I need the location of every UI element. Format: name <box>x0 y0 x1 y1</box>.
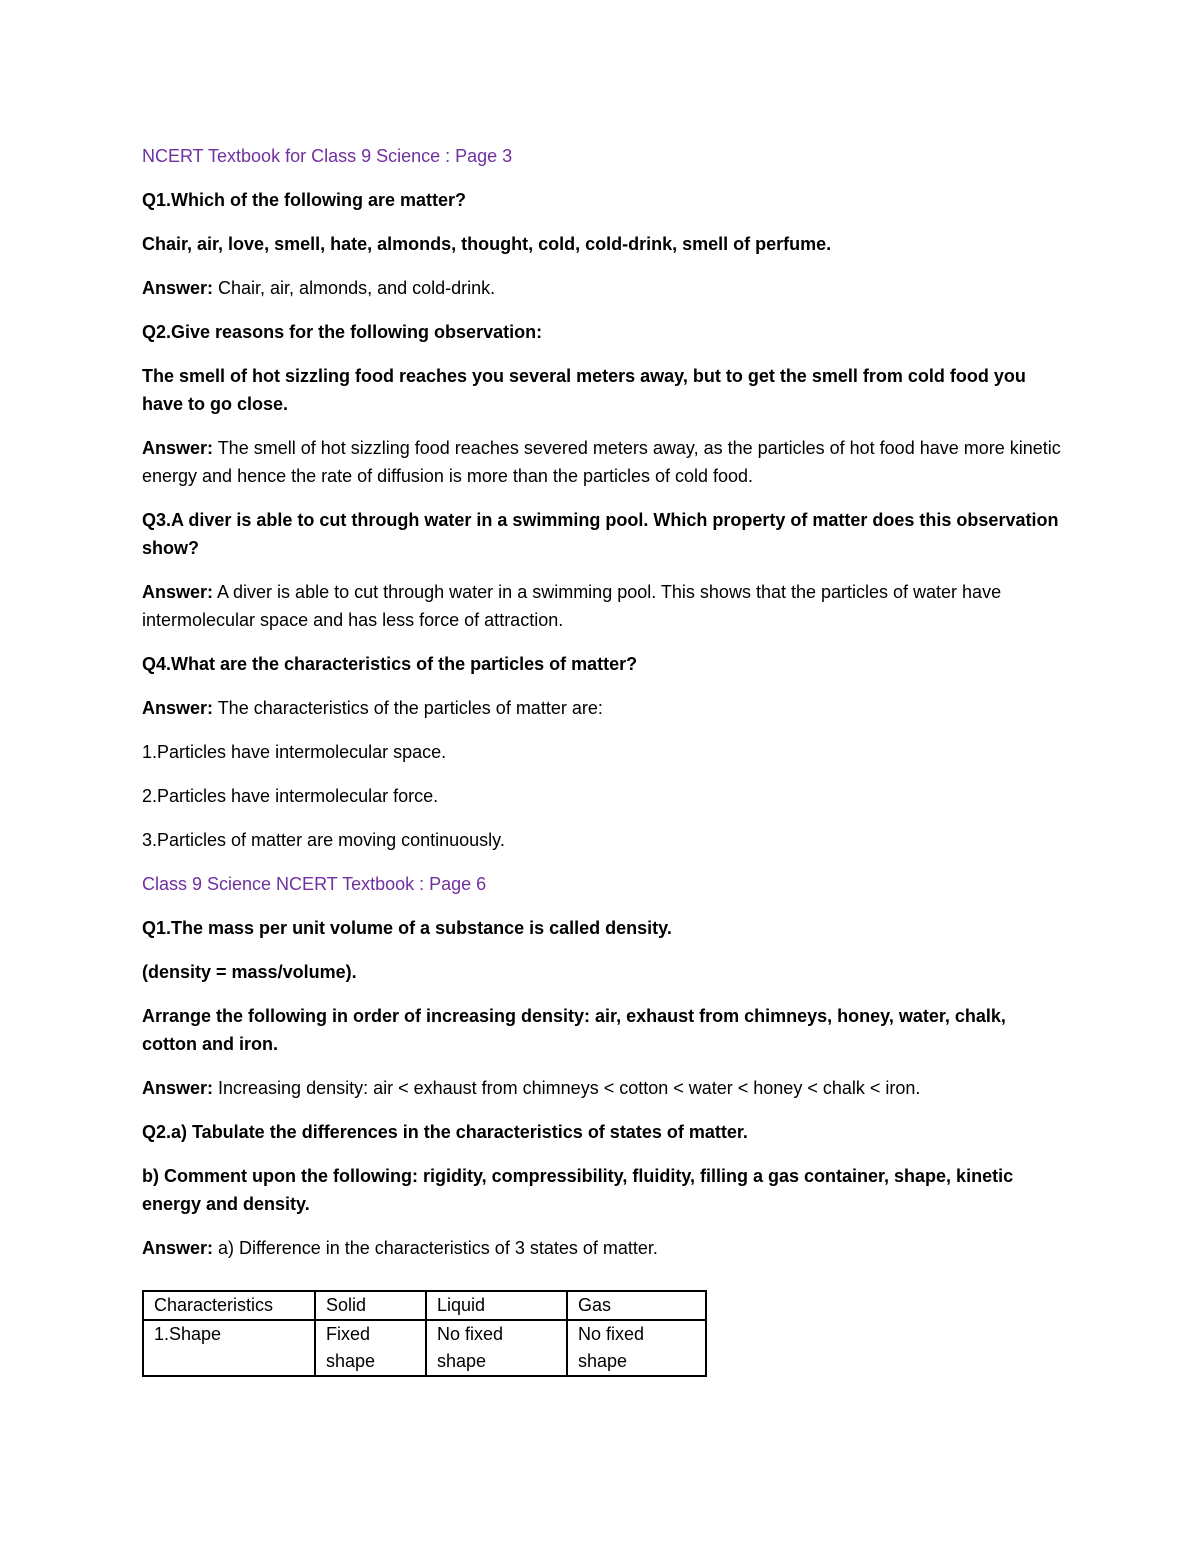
question-text: Chair, air, love, smell, hate, almonds, thought, cold, cold-drink, smell of perfume. <box>142 234 832 254</box>
question-text: Q1.Which of the following are matter? <box>142 190 467 210</box>
answer-label: Answer: <box>142 582 214 602</box>
answer-paragraph <box>142 1234 1062 1262</box>
table-row <box>143 1320 706 1376</box>
answer-paragraph <box>142 434 1062 490</box>
table-header-cell: Solid <box>315 1291 426 1320</box>
table-cell: Fixed shape <box>315 1320 426 1376</box>
table-header-row <box>143 1291 706 1320</box>
question-text: (density = mass/volume). <box>142 962 357 982</box>
question-text: The smell of hot sizzling food reaches you several meters away, but to get the smell from cold food you have to go close. <box>142 366 1026 414</box>
list-item: 1.Particles have intermolecular space. <box>142 742 447 762</box>
table-cell: No fixed shape <box>426 1320 567 1376</box>
answer-text: The smell of hot sizzling food reaches severed meters away, as the particles of hot food have more kinetic energy and hence the rate of diffusion is more than the particles of cold food. <box>142 438 1061 486</box>
answer-text: The characteristics of the particles of matter are: <box>213 698 603 718</box>
list-item: 2.Particles have intermolecular force. <box>142 786 439 806</box>
answer-paragraph <box>142 694 1062 722</box>
answer-paragraph <box>142 578 1062 634</box>
table-header-cell: Characteristics <box>143 1291 315 1320</box>
table-header-cell: Gas <box>567 1291 706 1320</box>
table-header-cell: Liquid <box>426 1291 567 1320</box>
answer-text: a) Difference in the characteristics of 3 states of matter. <box>213 1238 658 1258</box>
states-of-matter-table <box>142 1290 707 1377</box>
answer-text: A diver is able to cut through water in a swimming pool. This shows that the particles of water have intermolecular space and has less force of attraction. <box>142 582 1002 630</box>
table-cell: 1.Shape <box>143 1320 315 1376</box>
answer-paragraph <box>142 274 1062 302</box>
question-text: Q2.Give reasons for the following observation: <box>142 322 543 342</box>
answer-label: Answer: <box>142 278 214 298</box>
answer-paragraph <box>142 1074 1062 1102</box>
answer-text: Increasing density: air < exhaust from chimneys < cotton < water < honey < chalk < iron. <box>213 1078 921 1098</box>
answer-label: Answer: <box>142 698 214 718</box>
answer-label: Answer: <box>142 1078 214 1098</box>
table-cell: No fixed shape <box>567 1320 706 1376</box>
section-heading: NCERT Textbook for Class 9 Science : Page 3 <box>142 146 513 166</box>
answer-text: Chair, air, almonds, and cold-drink. <box>213 278 496 298</box>
question-text: Q1.The mass per unit volume of a substance is called density. <box>142 918 672 938</box>
list-item: 3.Particles of matter are moving continuously. <box>142 830 505 850</box>
question-text: Q2.a) Tabulate the differences in the characteristics of states of matter. <box>142 1122 748 1142</box>
question-text: Q4.What are the characteristics of the particles of matter? <box>142 654 638 674</box>
question-text: Q3.A diver is able to cut through water in a swimming pool. Which property of matter does this observation show? <box>142 510 1059 558</box>
document-page <box>142 142 1062 1377</box>
answer-label: Answer: <box>142 438 214 458</box>
question-text: Arrange the following in order of increasing density: air, exhaust from chimneys, honey, water, chalk, cotton and iron. <box>142 1006 1006 1054</box>
answer-label: Answer: <box>142 1238 214 1258</box>
section-heading: Class 9 Science NCERT Textbook : Page 6 <box>142 874 487 894</box>
question-text: b) Comment upon the following: rigidity, compressibility, fluidity, filling a gas container, shape, kinetic energy and density. <box>142 1166 1014 1214</box>
